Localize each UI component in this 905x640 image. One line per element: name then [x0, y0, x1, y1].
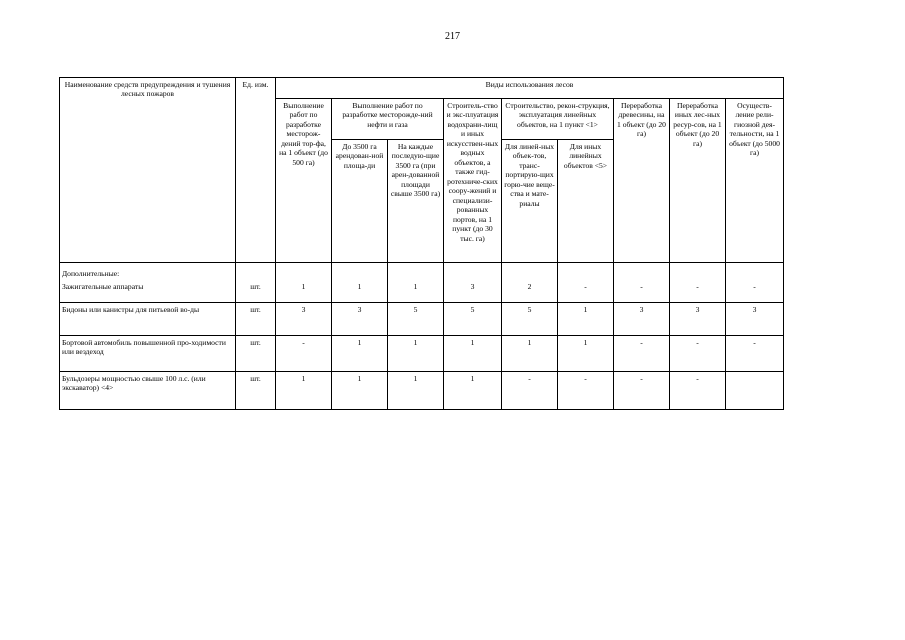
cell: 1 [558, 302, 614, 335]
header-unit: Ед. изм. [236, 78, 276, 263]
cell: - [614, 280, 670, 302]
fire-equipment-table [59, 77, 784, 410]
cell: 1 [276, 280, 332, 302]
header-relig: Осуществ-ление рели-гиозной дея-тельности, на 1 объект (до 5000 га) [726, 99, 784, 263]
cell: 5 [444, 302, 502, 335]
cell: 1 [444, 371, 502, 409]
header-oilgas: Выполнение работ по разработке месторожде-ний нефти и газа [332, 99, 444, 140]
header-linear-b: Для иных линейных объектов <5> [558, 140, 614, 263]
header-oilgas-b: На каждые последую-щие 3500 га (при арен-дованной площади свыше 3500 га) [388, 140, 444, 263]
cell: 1 [502, 335, 558, 371]
row-name: Бидоны или канистры для питьевой во-ды [60, 302, 236, 335]
row-unit: шт. [236, 280, 276, 302]
cell: 1 [444, 335, 502, 371]
header-linear-a: Для линей-ных объек-тов, транс-портирую-щих горю-чие веще-ства и мате-риалы [502, 140, 558, 263]
header-oilgas-a: До 3500 га арендован-ной площа-ди [332, 140, 388, 263]
header-linear: Строительство, рекон-струкция, эксплуатация линейных объектов, на 1 пункт <1> [502, 99, 614, 140]
header-name: Наименование средств предупреждения и тушения лесных пожаров [60, 78, 236, 263]
table-row [60, 335, 784, 371]
cell: 3 [444, 280, 502, 302]
cell: 3 [670, 302, 726, 335]
table-row [60, 302, 784, 335]
cell: 1 [558, 335, 614, 371]
header-water: Строитель-ство и экс-плуатация водохрани-лищ и иных искусствен-ных водных объектов, а также гид-ротехниче-ских соору-жений и специализи-рованных портов, на 1 пункт (до 30 тыс. га) [444, 99, 502, 263]
cell: 5 [388, 302, 444, 335]
cell: 1 [332, 335, 388, 371]
cell: - [558, 280, 614, 302]
cell: 3 [726, 302, 784, 335]
cell [726, 371, 784, 409]
header-peat: Выполнение работ по разработке месторож-дений тор-фа, на 1 объект (до 500 га) [276, 99, 332, 263]
cell: 1 [332, 280, 388, 302]
section-label: Дополнительные: [60, 263, 236, 281]
cell: - [276, 335, 332, 371]
cell: - [670, 371, 726, 409]
cell: 3 [276, 302, 332, 335]
cell: - [726, 280, 784, 302]
table-row [60, 280, 784, 302]
cell: 3 [332, 302, 388, 335]
header-group: Виды использования лесов [276, 78, 784, 99]
page-number: 217 [445, 31, 460, 42]
cell: - [614, 335, 670, 371]
row-unit: шт. [236, 371, 276, 409]
cell: 2 [502, 280, 558, 302]
row-name: Бортовой автомобиль повышенной про-ходимости или вездеход [60, 335, 236, 371]
row-name: Бульдозеры мощностью свыше 100 л.с. (или экскаватор) <4> [60, 371, 236, 409]
cell: 1 [388, 280, 444, 302]
cell: 5 [502, 302, 558, 335]
cell: - [670, 335, 726, 371]
row-unit: шт. [236, 335, 276, 371]
header-wood: Переработка древесины, на 1 объект (до 20 га) [614, 99, 670, 263]
header-other: Переработка иных лес-ных ресур-сов, на 1 объект (до 20 га) [670, 99, 726, 263]
cell: - [670, 280, 726, 302]
header-row-1 [60, 78, 784, 99]
cell: - [502, 371, 558, 409]
cell: - [726, 335, 784, 371]
cell: 1 [388, 371, 444, 409]
cell: - [558, 371, 614, 409]
cell: 1 [388, 335, 444, 371]
cell: 1 [276, 371, 332, 409]
table-row [60, 371, 784, 409]
row-name: Зажигательные аппараты [60, 280, 236, 302]
cell: - [614, 371, 670, 409]
cell: 1 [332, 371, 388, 409]
section-row [60, 263, 784, 281]
row-unit: шт. [236, 302, 276, 335]
cell: 3 [614, 302, 670, 335]
